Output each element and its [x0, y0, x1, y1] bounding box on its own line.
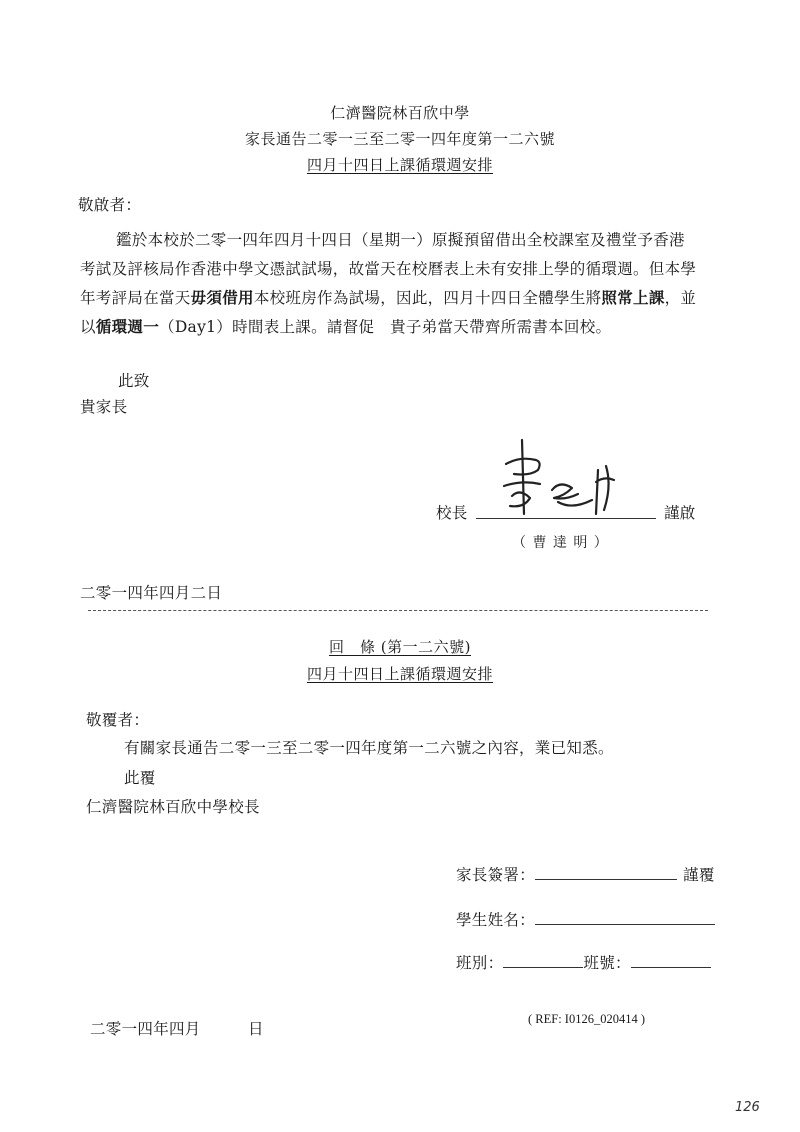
- reply-date: 二零一四年四月 日: [90, 1020, 264, 1038]
- parent-signature-line[interactable]: [535, 861, 677, 880]
- reply-salutation: 敬覆者：: [86, 711, 150, 729]
- paragraph-line-2: 考試及評核局作香港中學文憑試試場，故當天在校曆表上未有安排上學的循環週。但本學: [80, 260, 697, 278]
- tear-off-dashed-line: [88, 610, 708, 611]
- class-number-line[interactable]: [631, 949, 711, 968]
- text-segment: 本校班房作為試場，因此，四月十四日全體學生將: [253, 289, 602, 307]
- notice-date: 二零一四年四月二日: [80, 584, 223, 602]
- class-field[interactable]: [456, 948, 711, 978]
- notice-subject: 四月十四日上課循環週安排: [306, 156, 493, 174]
- reply-subject: 四月十四日上課循環週安排: [306, 665, 493, 683]
- paragraph-line-3: [80, 283, 696, 313]
- reply-closing: 此覆: [124, 769, 156, 787]
- parent-signature-label: 家長簽署：: [456, 866, 536, 884]
- emphasis-no-need-borrow: 毋須借用: [190, 288, 254, 307]
- parent-signature-field[interactable]: [456, 860, 715, 890]
- paragraph-line-1: 鑑於本校於二零一四年四月十四日（星期一）原擬預留借出全校課室及禮堂予香港: [116, 231, 685, 249]
- principal-closing: 謹啟: [664, 504, 696, 522]
- class-number-label: 班號：: [583, 954, 631, 972]
- school-name: 仁濟醫院林百欣中學: [330, 104, 470, 122]
- paragraph-line-4: [80, 312, 611, 342]
- closing-parents: 貴家長: [80, 398, 128, 416]
- page-number-mark: 126: [735, 1100, 760, 1115]
- class-line[interactable]: [503, 949, 583, 968]
- closing-to: 此致: [118, 372, 150, 390]
- text-segment: 年考評局在當天: [80, 289, 191, 307]
- salutation: 敬啟者：: [78, 196, 142, 214]
- text-segment: 以: [80, 318, 96, 336]
- emphasis-cycle-day-1: 循環週一: [95, 317, 160, 336]
- reply-title: 回 條 (第一二六號): [329, 638, 471, 656]
- parent-signature-closing: 謹覆: [683, 866, 715, 884]
- principal-name: （ 曹 達 明 ）: [512, 535, 609, 551]
- text-segment: ，並: [664, 289, 697, 307]
- text-segment: （Day1）時間表上課。請督促 貴子弟當天帶齊所需書本回校。: [159, 318, 612, 336]
- reply-addressee: 仁濟醫院林百欣中學校長: [86, 798, 260, 816]
- reference-code: ( REF: I0126_020414 ): [528, 1012, 646, 1026]
- notice-number: 家長通告二零一三至二零一四年度第一二六號: [244, 130, 555, 148]
- student-name-field[interactable]: [456, 905, 715, 935]
- principal-signature-icon: [500, 436, 640, 526]
- student-name-line[interactable]: [535, 906, 715, 925]
- principal-title: 校長: [436, 504, 468, 522]
- reply-body: 有關家長通告二零一三至二零一四年度第一二六號之內容，業已知悉。: [124, 739, 614, 757]
- student-name-label: 學生姓名：: [456, 911, 536, 929]
- class-label: 班別：: [456, 954, 504, 972]
- emphasis-normal-class: 照常上課: [601, 288, 665, 307]
